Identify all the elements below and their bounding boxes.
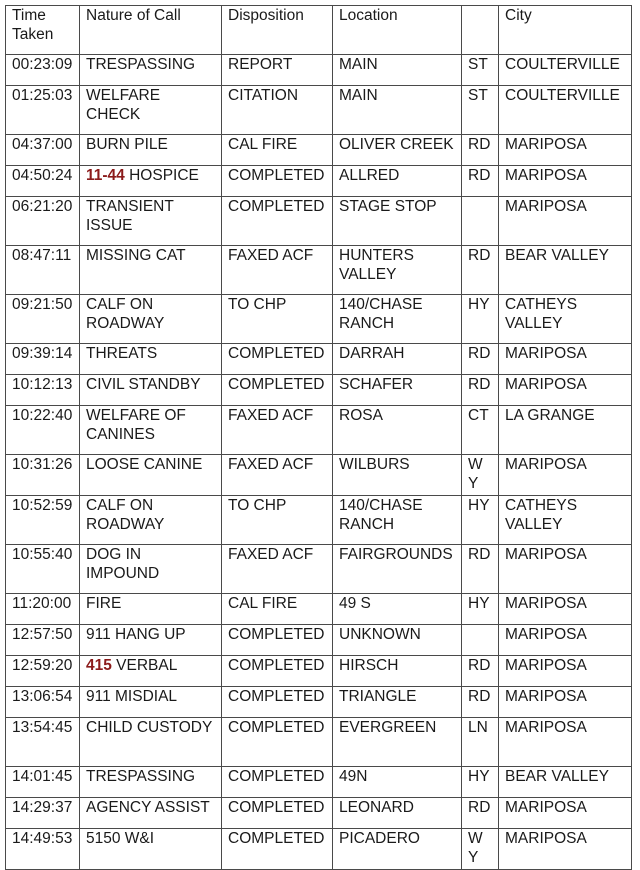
location-cell: FAIRGROUNDS xyxy=(333,545,462,594)
nature-of-call-cell xyxy=(80,594,222,625)
table-row xyxy=(6,406,632,455)
time-taken-cell: 09:21:50 xyxy=(6,295,80,344)
table-row xyxy=(6,718,632,767)
nature-of-call-text: 5150 W&I xyxy=(86,830,155,847)
location-cell: 140/CHASE RANCH xyxy=(333,496,462,545)
disposition-cell: TO CHP xyxy=(222,295,333,344)
nature-of-call-cell xyxy=(80,545,222,594)
location-cell: 49N xyxy=(333,767,462,798)
city-cell: MARIPOSA xyxy=(499,625,632,656)
street-suffix-cell: WY xyxy=(462,455,499,496)
location-cell: HIRSCH xyxy=(333,656,462,687)
nature-of-call-text: HOSPICE xyxy=(124,167,199,184)
location-cell: WILBURS xyxy=(333,455,462,496)
disposition-cell: COMPLETED xyxy=(222,656,333,687)
nature-of-call-cell xyxy=(80,455,222,496)
location-cell: MAIN xyxy=(333,55,462,86)
disposition-cell: COMPLETED xyxy=(222,718,333,767)
disposition-cell: FAXED ACF xyxy=(222,545,333,594)
table-row xyxy=(6,55,632,86)
street-suffix-cell: HY xyxy=(462,295,499,344)
time-taken-cell: 10:12:13 xyxy=(6,375,80,406)
table-row xyxy=(6,656,632,687)
location-cell: PICADERO xyxy=(333,829,462,870)
table-row xyxy=(6,166,632,197)
time-taken-cell: 12:57:50 xyxy=(6,625,80,656)
disposition-cell: COMPLETED xyxy=(222,625,333,656)
nature-of-call-cell xyxy=(80,295,222,344)
disposition-cell: CAL FIRE xyxy=(222,135,333,166)
city-cell: MARIPOSA xyxy=(499,135,632,166)
table-row xyxy=(6,496,632,545)
city-cell: MARIPOSA xyxy=(499,656,632,687)
table-row xyxy=(6,375,632,406)
header-nature-of-call: Nature of Call xyxy=(80,6,222,55)
nature-of-call-cell xyxy=(80,625,222,656)
disposition-cell: COMPLETED xyxy=(222,767,333,798)
nature-of-call-text: 911 HANG UP xyxy=(86,626,186,643)
street-suffix-cell: RD xyxy=(462,687,499,718)
disposition-cell: COMPLETED xyxy=(222,344,333,375)
street-suffix-cell: RD xyxy=(462,656,499,687)
table-row xyxy=(6,246,632,295)
disposition-cell: CITATION xyxy=(222,86,333,135)
disposition-cell: FAXED ACF xyxy=(222,406,333,455)
time-taken-cell: 12:59:20 xyxy=(6,656,80,687)
time-taken-cell: 10:22:40 xyxy=(6,406,80,455)
nature-of-call-text: CIVIL STANDBY xyxy=(86,376,201,393)
city-cell: MARIPOSA xyxy=(499,545,632,594)
disposition-cell: FAXED ACF xyxy=(222,246,333,295)
header-street-suffix xyxy=(462,6,499,55)
time-taken-cell: 06:21:20 xyxy=(6,197,80,246)
nature-of-call-cell xyxy=(80,829,222,870)
city-cell: COULTERVILLE xyxy=(499,55,632,86)
time-taken-cell: 10:52:59 xyxy=(6,496,80,545)
city-cell: MARIPOSA xyxy=(499,798,632,829)
street-suffix-cell: HY xyxy=(462,594,499,625)
disposition-cell: COMPLETED xyxy=(222,829,333,870)
location-cell: STAGE STOP xyxy=(333,197,462,246)
nature-of-call-text: WELFARE OF CANINES xyxy=(86,407,186,443)
table-row xyxy=(6,767,632,798)
time-taken-cell: 09:39:14 xyxy=(6,344,80,375)
city-cell: LA GRANGE xyxy=(499,406,632,455)
city-cell: MARIPOSA xyxy=(499,829,632,870)
location-cell: TRIANGLE xyxy=(333,687,462,718)
disposition-cell: COMPLETED xyxy=(222,197,333,246)
call-code-label: 11-44 xyxy=(86,167,125,184)
nature-of-call-cell xyxy=(80,86,222,135)
time-taken-cell: 14:01:45 xyxy=(6,767,80,798)
city-cell: MARIPOSA xyxy=(499,687,632,718)
nature-of-call-cell xyxy=(80,197,222,246)
nature-of-call-text: TRANSIENT ISSUE xyxy=(86,198,174,234)
table-row xyxy=(6,594,632,625)
nature-of-call-text: CALF ON ROADWAY xyxy=(86,296,165,332)
location-cell: MAIN xyxy=(333,86,462,135)
nature-of-call-text: CHILD CUSTODY xyxy=(86,719,213,736)
header-city: City xyxy=(499,6,632,55)
table-row xyxy=(6,86,632,135)
table-row xyxy=(6,798,632,829)
header-disposition: Disposition xyxy=(222,6,333,55)
nature-of-call-cell xyxy=(80,246,222,295)
time-taken-cell: 04:50:24 xyxy=(6,166,80,197)
nature-of-call-cell xyxy=(80,375,222,406)
table-row xyxy=(6,295,632,344)
street-suffix-cell xyxy=(462,197,499,246)
disposition-cell: COMPLETED xyxy=(222,687,333,718)
table-row xyxy=(6,625,632,656)
time-taken-cell: 10:55:40 xyxy=(6,545,80,594)
nature-of-call-cell xyxy=(80,496,222,545)
call-log-body xyxy=(6,55,632,870)
disposition-cell: COMPLETED xyxy=(222,166,333,197)
table-row xyxy=(6,687,632,718)
nature-of-call-text: AGENCY ASSIST xyxy=(86,799,210,816)
location-cell: SCHAFER xyxy=(333,375,462,406)
table-row xyxy=(6,829,632,870)
location-cell: 140/CHASE RANCH xyxy=(333,295,462,344)
location-cell: HUNTERS VALLEY xyxy=(333,246,462,295)
nature-of-call-cell xyxy=(80,656,222,687)
nature-of-call-text: LOOSE CANINE xyxy=(86,456,203,473)
city-cell: MARIPOSA xyxy=(499,197,632,246)
street-suffix-cell: RD xyxy=(462,545,499,594)
time-taken-cell: 13:54:45 xyxy=(6,718,80,767)
street-suffix-cell: ST xyxy=(462,86,499,135)
nature-of-call-cell xyxy=(80,718,222,767)
disposition-cell: TO CHP xyxy=(222,496,333,545)
city-cell: MARIPOSA xyxy=(499,718,632,767)
city-cell: BEAR VALLEY xyxy=(499,246,632,295)
nature-of-call-text: FIRE xyxy=(86,595,122,612)
nature-of-call-text: CALF ON ROADWAY xyxy=(86,497,165,533)
location-cell: ROSA xyxy=(333,406,462,455)
nature-of-call-cell xyxy=(80,406,222,455)
header-row xyxy=(6,6,632,55)
nature-of-call-cell xyxy=(80,344,222,375)
nature-of-call-text: WELFARE CHECK xyxy=(86,87,161,123)
nature-of-call-text: MISSING CAT xyxy=(86,247,186,264)
nature-of-call-cell xyxy=(80,687,222,718)
location-cell: DARRAH xyxy=(333,344,462,375)
disposition-cell: COMPLETED xyxy=(222,798,333,829)
street-suffix-cell: RD xyxy=(462,246,499,295)
nature-of-call-text: TRESPASSING xyxy=(86,768,196,785)
nature-of-call-text: VERBAL xyxy=(111,657,178,674)
nature-of-call-cell xyxy=(80,767,222,798)
nature-of-call-text: BURN PILE xyxy=(86,136,168,153)
nature-of-call-cell xyxy=(80,798,222,829)
street-suffix-cell: ST xyxy=(462,55,499,86)
header-location: Location xyxy=(333,6,462,55)
street-suffix-cell: CT xyxy=(462,406,499,455)
street-suffix-cell: HY xyxy=(462,496,499,545)
nature-of-call-text: THREATS xyxy=(86,345,158,362)
table-row xyxy=(6,135,632,166)
time-taken-cell: 11:20:00 xyxy=(6,594,80,625)
street-suffix-cell xyxy=(462,625,499,656)
disposition-cell: COMPLETED xyxy=(222,375,333,406)
city-cell: CATHEYS VALLEY xyxy=(499,295,632,344)
location-cell: UNKNOWN xyxy=(333,625,462,656)
location-cell: ALLRED xyxy=(333,166,462,197)
location-cell: OLIVER CREEK xyxy=(333,135,462,166)
street-suffix-cell: LN xyxy=(462,718,499,767)
nature-of-call-cell xyxy=(80,135,222,166)
street-suffix-cell: RD xyxy=(462,375,499,406)
disposition-cell: CAL FIRE xyxy=(222,594,333,625)
street-suffix-cell: RD xyxy=(462,344,499,375)
street-suffix-cell: RD xyxy=(462,135,499,166)
call-code-label: 415 xyxy=(86,657,112,674)
time-taken-cell: 08:47:11 xyxy=(6,246,80,295)
city-cell: COULTERVILLE xyxy=(499,86,632,135)
disposition-cell: FAXED ACF xyxy=(222,455,333,496)
city-cell: BEAR VALLEY xyxy=(499,767,632,798)
location-cell: 49 S xyxy=(333,594,462,625)
city-cell: MARIPOSA xyxy=(499,344,632,375)
table-row xyxy=(6,455,632,496)
nature-of-call-text: 911 MISDIAL xyxy=(86,688,178,705)
nature-of-call-cell xyxy=(80,55,222,86)
street-suffix-cell: WY xyxy=(462,829,499,870)
time-taken-cell: 14:49:53 xyxy=(6,829,80,870)
city-cell: CATHEYS VALLEY xyxy=(499,496,632,545)
street-suffix-cell: RD xyxy=(462,798,499,829)
time-taken-cell: 14:29:37 xyxy=(6,798,80,829)
table-row xyxy=(6,197,632,246)
time-taken-cell: 01:25:03 xyxy=(6,86,80,135)
time-taken-cell: 00:23:09 xyxy=(6,55,80,86)
location-cell: LEONARD xyxy=(333,798,462,829)
time-taken-cell: 13:06:54 xyxy=(6,687,80,718)
call-log-table xyxy=(5,5,632,870)
city-cell: MARIPOSA xyxy=(499,166,632,197)
nature-of-call-text: DOG IN IMPOUND xyxy=(86,546,160,582)
time-taken-cell: 04:37:00 xyxy=(6,135,80,166)
nature-of-call-cell xyxy=(80,166,222,197)
city-cell: MARIPOSA xyxy=(499,455,632,496)
table-row xyxy=(6,344,632,375)
time-taken-cell: 10:31:26 xyxy=(6,455,80,496)
street-suffix-cell: RD xyxy=(462,166,499,197)
table-row xyxy=(6,545,632,594)
city-cell: MARIPOSA xyxy=(499,594,632,625)
nature-of-call-text: TRESPASSING xyxy=(86,56,196,73)
disposition-cell: REPORT xyxy=(222,55,333,86)
street-suffix-cell: HY xyxy=(462,767,499,798)
city-cell: MARIPOSA xyxy=(499,375,632,406)
header-time-taken: Time Taken xyxy=(6,6,80,55)
location-cell: EVERGREEN xyxy=(333,718,462,767)
